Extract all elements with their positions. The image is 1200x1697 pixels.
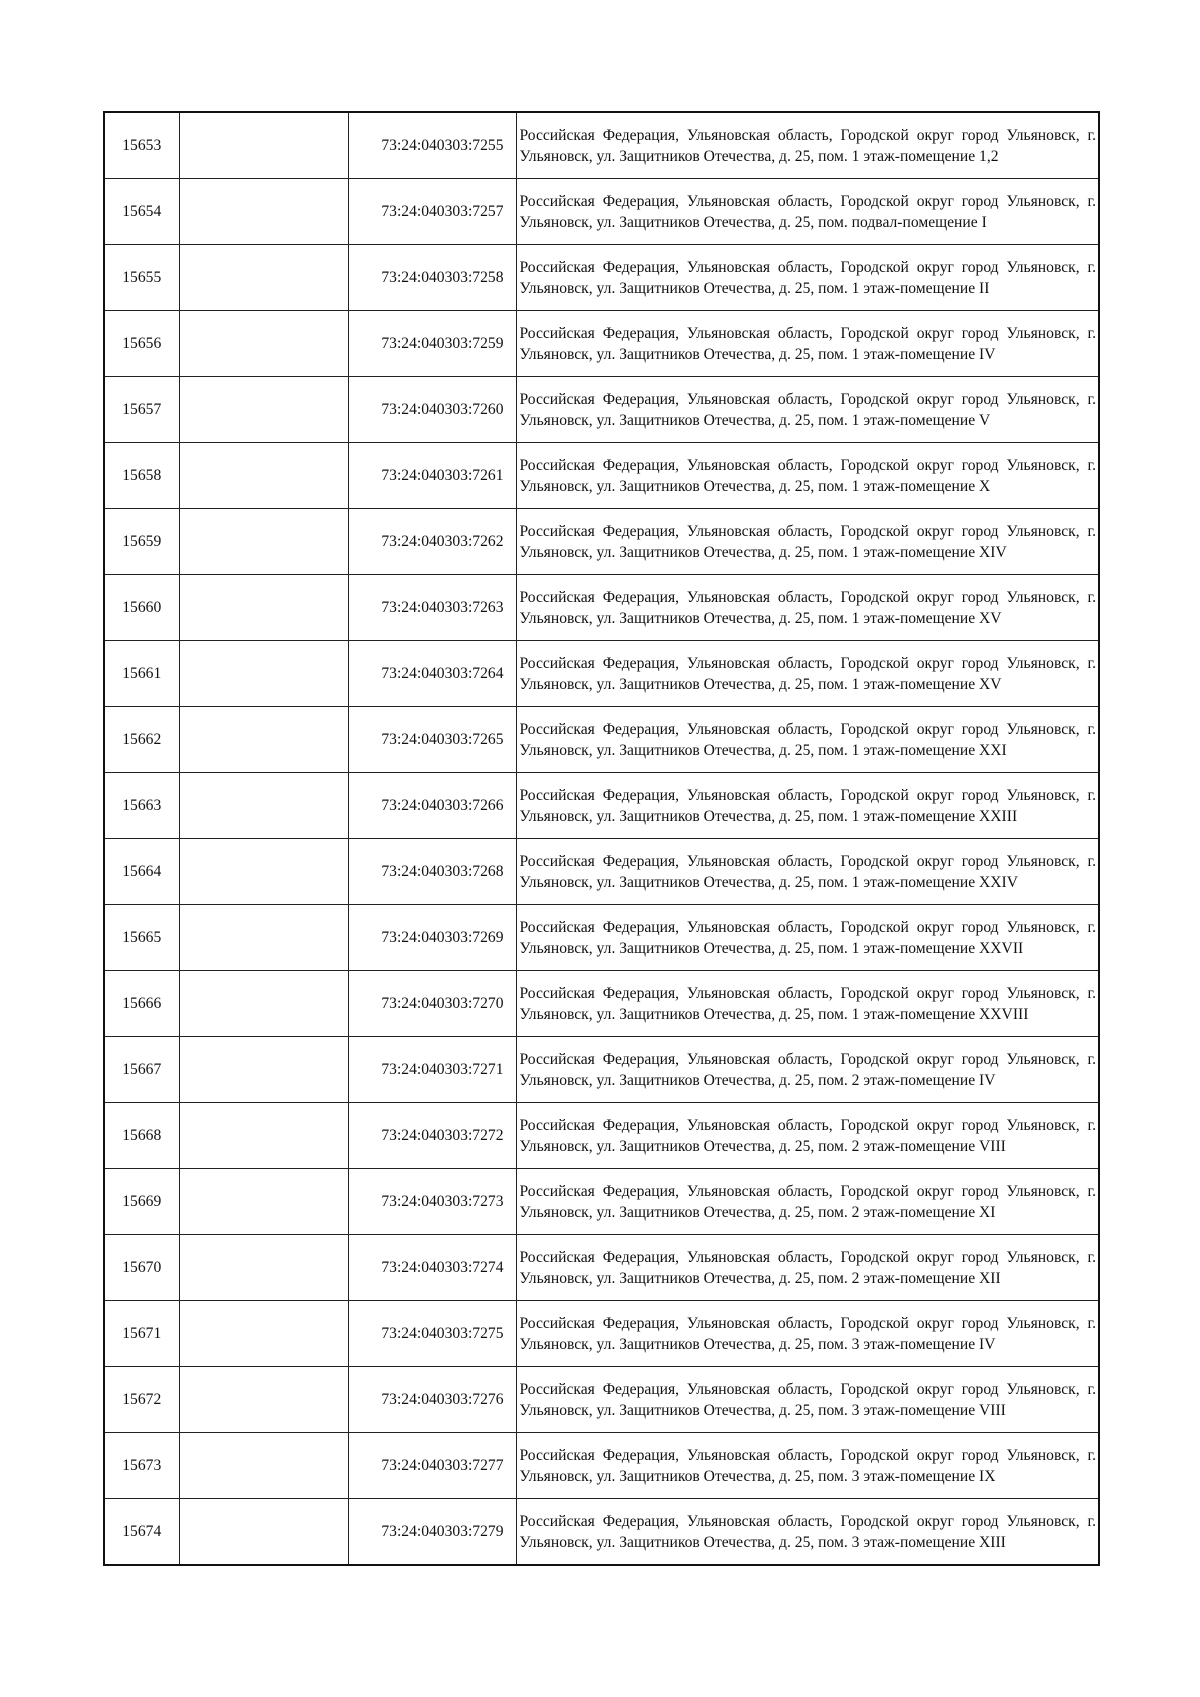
- row-number-cell: 15665: [104, 905, 179, 971]
- table-row: [104, 1499, 1099, 1566]
- cadastral-number-cell: 73:24:040303:7262: [348, 509, 516, 575]
- owner-cell: [179, 311, 348, 377]
- cadastral-number-cell: 73:24:040303:7268: [348, 839, 516, 905]
- row-number-cell: 15660: [104, 575, 179, 641]
- row-number-cell: 15653: [104, 112, 179, 179]
- table-row: [104, 311, 1099, 377]
- cadastral-number-cell: 73:24:040303:7263: [348, 575, 516, 641]
- table-row: [104, 245, 1099, 311]
- owner-cell: [179, 377, 348, 443]
- cadastral-number-cell: 73:24:040303:7265: [348, 707, 516, 773]
- address-cell: Российская Федерация, Ульяновская область, Городской округ город Ульяновск, г. Ульяновск, ул. Защитников Отечества, д. 25, пом. 1 этаж-помещение XXIII: [516, 773, 1099, 839]
- table-row: [104, 179, 1099, 245]
- row-number-cell: 15655: [104, 245, 179, 311]
- owner-cell: [179, 443, 348, 509]
- row-number-cell: 15667: [104, 1037, 179, 1103]
- row-number-cell: 15656: [104, 311, 179, 377]
- owner-cell: [179, 1037, 348, 1103]
- address-cell: Российская Федерация, Ульяновская область, Городской округ город Ульяновск, г. Ульяновск, ул. Защитников Отечества, д. 25, пом. 2 этаж-помещение IV: [516, 1037, 1099, 1103]
- table-row: [104, 1037, 1099, 1103]
- registry-body: [104, 112, 1099, 1565]
- owner-cell: [179, 839, 348, 905]
- row-number-cell: 15659: [104, 509, 179, 575]
- cadastral-number-cell: 73:24:040303:7276: [348, 1367, 516, 1433]
- row-number-cell: 15661: [104, 641, 179, 707]
- address-cell: Российская Федерация, Ульяновская область, Городской округ город Ульяновск, г. Ульяновск, ул. Защитников Отечества, д. 25, пом. 1 этаж-помещение XV: [516, 641, 1099, 707]
- cadastral-number-cell: 73:24:040303:7277: [348, 1433, 516, 1499]
- address-cell: Российская Федерация, Ульяновская область, Городской округ город Ульяновск, г. Ульяновск, ул. Защитников Отечества, д. 25, пом. 1 этаж-помещение XXI: [516, 707, 1099, 773]
- owner-cell: [179, 1499, 348, 1566]
- cadastral-number-cell: 73:24:040303:7273: [348, 1169, 516, 1235]
- table-row: [104, 641, 1099, 707]
- owner-cell: [179, 1103, 348, 1169]
- owner-cell: [179, 179, 348, 245]
- owner-cell: [179, 245, 348, 311]
- property-registry-table: [103, 111, 1100, 1566]
- row-number-cell: 15657: [104, 377, 179, 443]
- table-row: [104, 905, 1099, 971]
- table-row: [104, 377, 1099, 443]
- cadastral-number-cell: 73:24:040303:7271: [348, 1037, 516, 1103]
- address-cell: Российская Федерация, Ульяновская область, Городской округ город Ульяновск, г. Ульяновск, ул. Защитников Отечества, д. 25, пом. 1 этаж-помещение IV: [516, 311, 1099, 377]
- owner-cell: [179, 905, 348, 971]
- address-cell: Российская Федерация, Ульяновская область, Городской округ город Ульяновск, г. Ульяновск, ул. Защитников Отечества, д. 25, пом. 1 этаж-помещение V: [516, 377, 1099, 443]
- row-number-cell: 15664: [104, 839, 179, 905]
- cadastral-number-cell: 73:24:040303:7259: [348, 311, 516, 377]
- owner-cell: [179, 1235, 348, 1301]
- address-cell: Российская Федерация, Ульяновская область, Городской округ город Ульяновск, г. Ульяновск, ул. Защитников Отечества, д. 25, пом. 1 этаж-помещение XXVII: [516, 905, 1099, 971]
- owner-cell: [179, 1301, 348, 1367]
- cadastral-number-cell: 73:24:040303:7275: [348, 1301, 516, 1367]
- owner-cell: [179, 575, 348, 641]
- table-row: [104, 509, 1099, 575]
- address-cell: Российская Федерация, Ульяновская область, Городской округ город Ульяновск, г. Ульяновск, ул. Защитников Отечества, д. 25, пом. 3 этаж-помещение IX: [516, 1433, 1099, 1499]
- address-cell: Российская Федерация, Ульяновская область, Городской округ город Ульяновск, г. Ульяновск, ул. Защитников Отечества, д. 25, пом. 2 этаж-помещение VIII: [516, 1103, 1099, 1169]
- owner-cell: [179, 112, 348, 179]
- row-number-cell: 15669: [104, 1169, 179, 1235]
- owner-cell: [179, 1433, 348, 1499]
- row-number-cell: 15654: [104, 179, 179, 245]
- address-cell: Российская Федерация, Ульяновская область, Городской округ город Ульяновск, г. Ульяновск, ул. Защитников Отечества, д. 25, пом. 3 этаж-помещение IV: [516, 1301, 1099, 1367]
- address-cell: Российская Федерация, Ульяновская область, Городской округ город Ульяновск, г. Ульяновск, ул. Защитников Отечества, д. 25, пом. 3 этаж-помещение XIII: [516, 1499, 1099, 1566]
- address-cell: Российская Федерация, Ульяновская область, Городской округ город Ульяновск, г. Ульяновск, ул. Защитников Отечества, д. 25, пом. 2 этаж-помещение XI: [516, 1169, 1099, 1235]
- table-row: [104, 112, 1099, 179]
- address-cell: Российская Федерация, Ульяновская область, Городской округ город Ульяновск, г. Ульяновск, ул. Защитников Отечества, д. 25, пом. 1 этаж-помещение XIV: [516, 509, 1099, 575]
- row-number-cell: 15668: [104, 1103, 179, 1169]
- row-number-cell: 15671: [104, 1301, 179, 1367]
- cadastral-number-cell: 73:24:040303:7264: [348, 641, 516, 707]
- cadastral-number-cell: 73:24:040303:7274: [348, 1235, 516, 1301]
- row-number-cell: 15674: [104, 1499, 179, 1566]
- owner-cell: [179, 971, 348, 1037]
- row-number-cell: 15658: [104, 443, 179, 509]
- table-row: [104, 575, 1099, 641]
- table-row: [104, 1169, 1099, 1235]
- address-cell: Российская Федерация, Ульяновская область, Городской округ город Ульяновск, г. Ульяновск, ул. Защитников Отечества, д. 25, пом. 1 этаж-помещение X: [516, 443, 1099, 509]
- table-row: [104, 773, 1099, 839]
- cadastral-number-cell: 73:24:040303:7279: [348, 1499, 516, 1566]
- row-number-cell: 15672: [104, 1367, 179, 1433]
- row-number-cell: 15663: [104, 773, 179, 839]
- row-number-cell: 15673: [104, 1433, 179, 1499]
- table-row: [104, 1367, 1099, 1433]
- owner-cell: [179, 509, 348, 575]
- cadastral-number-cell: 73:24:040303:7269: [348, 905, 516, 971]
- table-row: [104, 971, 1099, 1037]
- address-cell: Российская Федерация, Ульяновская область, Городской округ город Ульяновск, г. Ульяновск, ул. Защитников Отечества, д. 25, пом. 1 этаж-помещение XXVIII: [516, 971, 1099, 1037]
- address-cell: Российская Федерация, Ульяновская область, Городской округ город Ульяновск, г. Ульяновск, ул. Защитников Отечества, д. 25, пом. 1 этаж-помещение XV: [516, 575, 1099, 641]
- address-cell: Российская Федерация, Ульяновская область, Городской округ город Ульяновск, г. Ульяновск, ул. Защитников Отечества, д. 25, пом. 2 этаж-помещение XII: [516, 1235, 1099, 1301]
- owner-cell: [179, 1169, 348, 1235]
- cadastral-number-cell: 73:24:040303:7270: [348, 971, 516, 1037]
- table-row: [104, 443, 1099, 509]
- address-cell: Российская Федерация, Ульяновская область, Городской округ город Ульяновск, г. Ульяновск, ул. Защитников Отечества, д. 25, пом. 1 этаж-помещение II: [516, 245, 1099, 311]
- table-row: [104, 839, 1099, 905]
- owner-cell: [179, 773, 348, 839]
- table-row: [104, 1235, 1099, 1301]
- owner-cell: [179, 1367, 348, 1433]
- address-cell: Российская Федерация, Ульяновская область, Городской округ город Ульяновск, г. Ульяновск, ул. Защитников Отечества, д. 25, пом. 1 этаж-помещение 1,2: [516, 112, 1099, 179]
- table-row: [104, 1433, 1099, 1499]
- table-row: [104, 707, 1099, 773]
- owner-cell: [179, 707, 348, 773]
- address-cell: Российская Федерация, Ульяновская область, Городской округ город Ульяновск, г. Ульяновск, ул. Защитников Отечества, д. 25, пом. 1 этаж-помещение XXIV: [516, 839, 1099, 905]
- cadastral-number-cell: 73:24:040303:7261: [348, 443, 516, 509]
- cadastral-number-cell: 73:24:040303:7257: [348, 179, 516, 245]
- owner-cell: [179, 641, 348, 707]
- row-number-cell: 15666: [104, 971, 179, 1037]
- cadastral-number-cell: 73:24:040303:7255: [348, 112, 516, 179]
- cadastral-number-cell: 73:24:040303:7266: [348, 773, 516, 839]
- cadastral-number-cell: 73:24:040303:7260: [348, 377, 516, 443]
- row-number-cell: 15662: [104, 707, 179, 773]
- address-cell: Российская Федерация, Ульяновская область, Городской округ город Ульяновск, г. Ульяновск, ул. Защитников Отечества, д. 25, пом. 3 этаж-помещение VIII: [516, 1367, 1099, 1433]
- row-number-cell: 15670: [104, 1235, 179, 1301]
- cadastral-number-cell: 73:24:040303:7258: [348, 245, 516, 311]
- cadastral-number-cell: 73:24:040303:7272: [348, 1103, 516, 1169]
- table-row: [104, 1301, 1099, 1367]
- table-row: [104, 1103, 1099, 1169]
- address-cell: Российская Федерация, Ульяновская область, Городской округ город Ульяновск, г. Ульяновск, ул. Защитников Отечества, д. 25, пом. подвал-помещение I: [516, 179, 1099, 245]
